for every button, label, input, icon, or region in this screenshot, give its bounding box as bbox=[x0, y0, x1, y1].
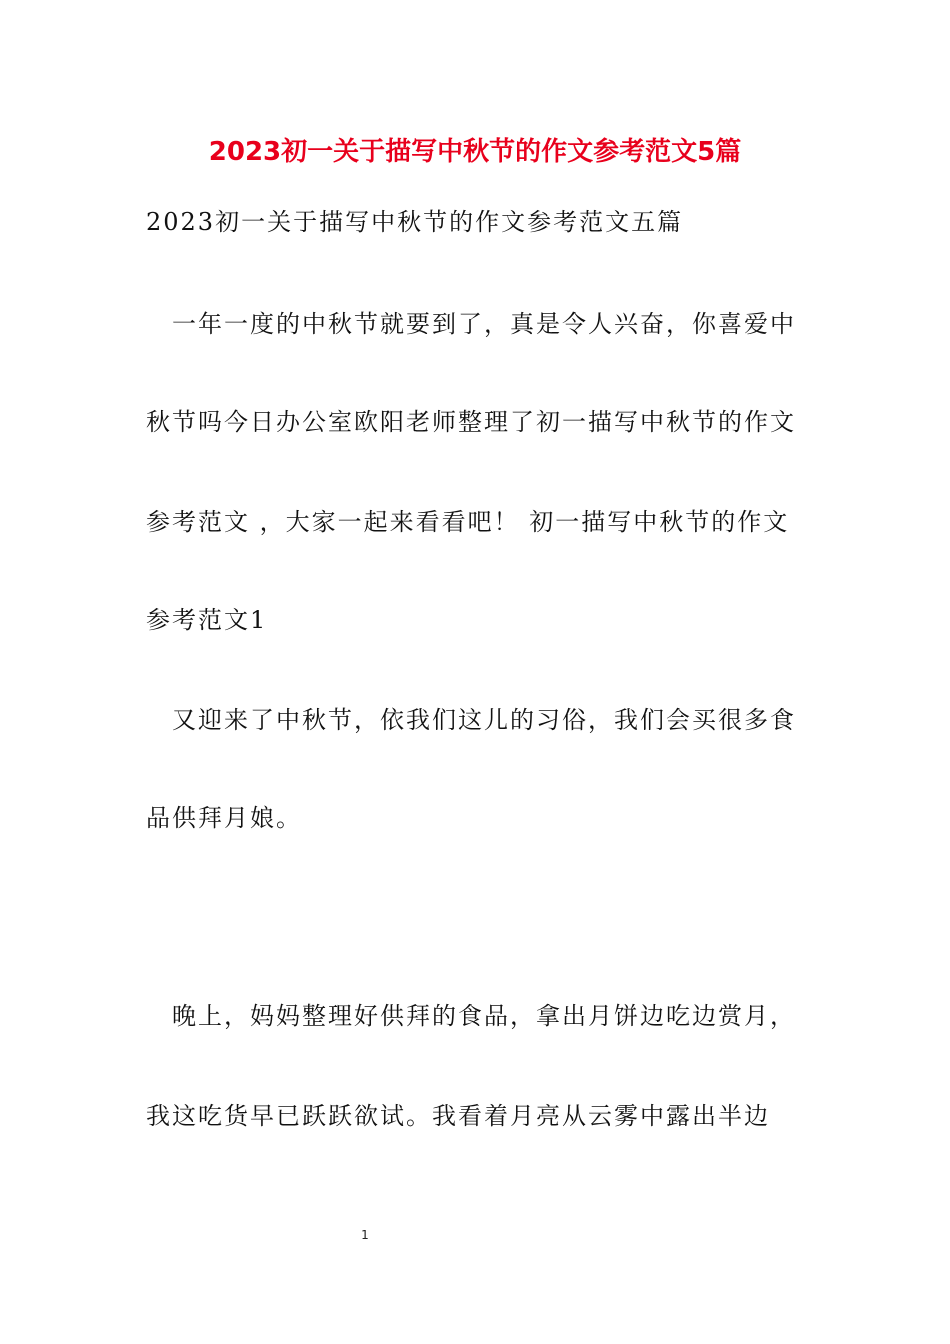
paragraph-line: 又迎来了中秋节，依我们这儿的习俗，我们会买很多食 bbox=[146, 706, 796, 734]
subtitle-line: 2023初一关于描写中秋节的作文参考范文五篇 bbox=[146, 208, 684, 236]
paragraph-line: 参考范文 ，大家一起来看看吧！ 初一描写中秋节的作文 bbox=[146, 508, 790, 536]
paragraph-line: 品供拜月娘。 bbox=[146, 804, 302, 832]
page-title: 2023初一关于描写中秋节的作文参考范文5篇 bbox=[208, 137, 742, 167]
page-number: 1 bbox=[361, 1228, 369, 1242]
paragraph-line: 一年一度的中秋节就要到了，真是令人兴奋，你喜爱中 bbox=[146, 310, 796, 338]
paragraph-line: 秋节吗今日办公室欧阳老师整理了初一描写中秋节的作文 bbox=[146, 408, 796, 436]
paragraph-line: 参考范文1 bbox=[146, 606, 268, 634]
paragraph-line: 晚上，妈妈整理好供拜的食品，拿出月饼边吃边赏月， bbox=[146, 1002, 796, 1030]
paragraph-line: 我这吃货早已跃跃欲试。我看着月亮从云雾中露出半边 bbox=[146, 1102, 770, 1130]
